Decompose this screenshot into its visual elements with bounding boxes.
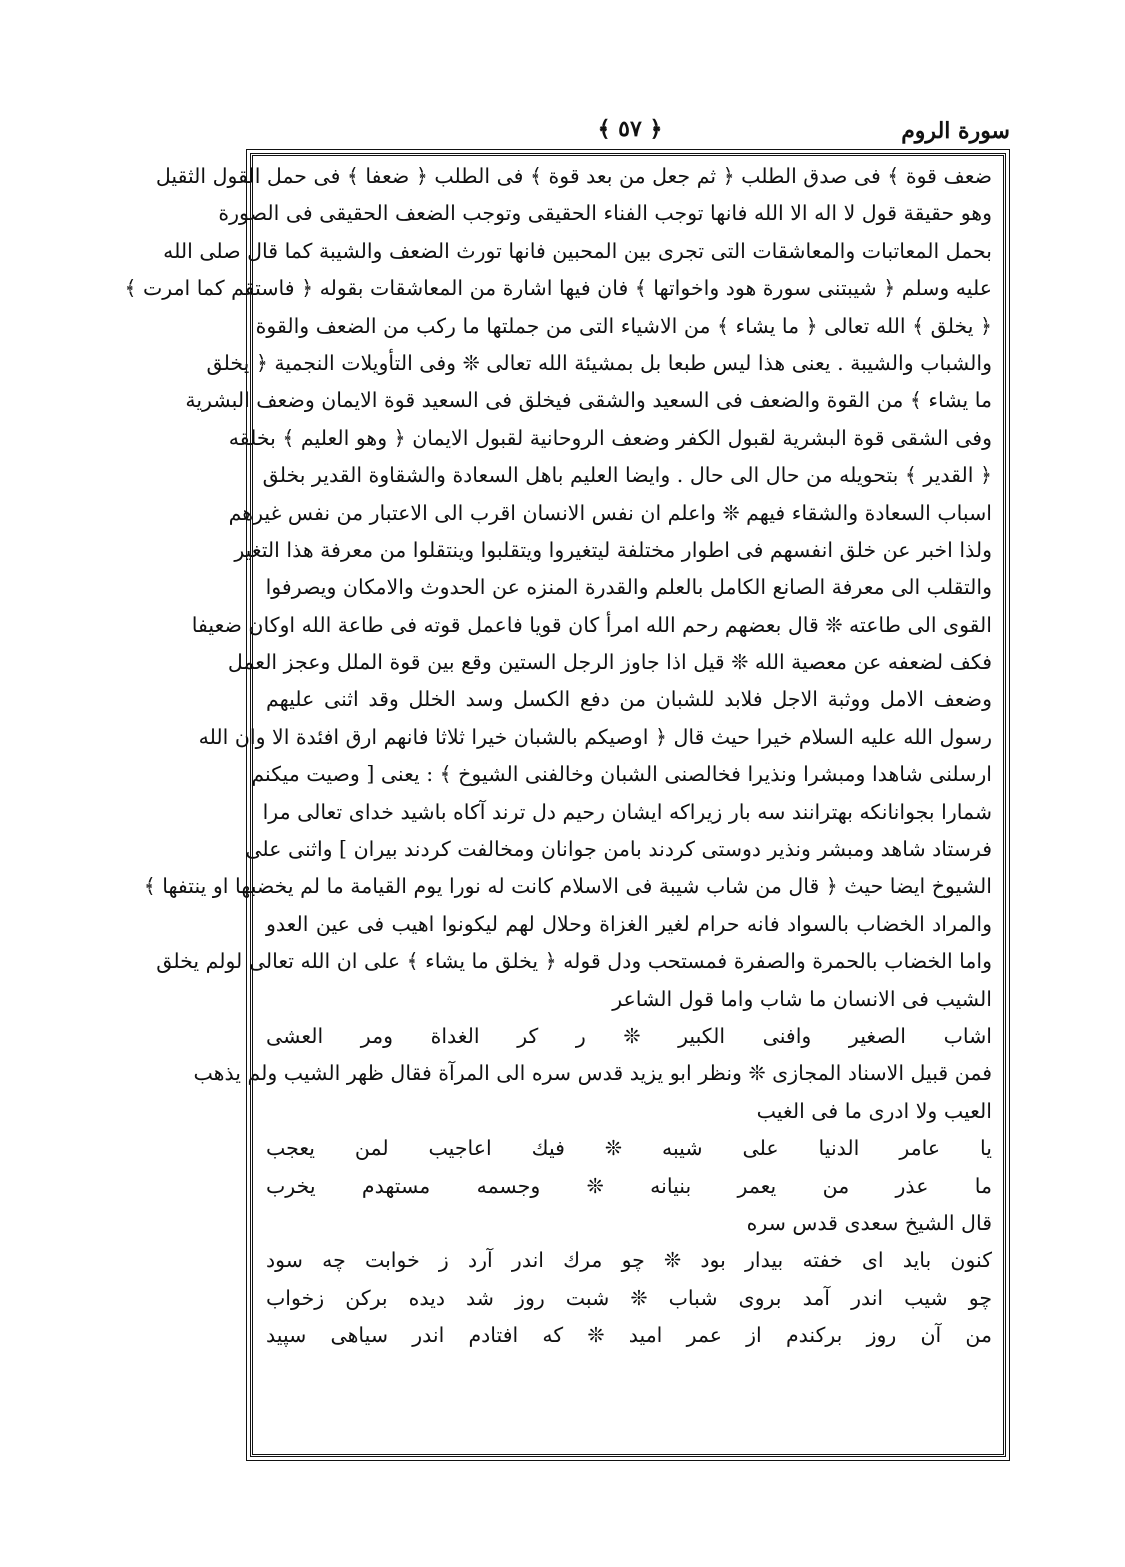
text-body (124, 158, 992, 1355)
verse-line: اشاب الصغير وافنى الكبير ❊ ر كر الغداة ومر العشى (266, 1023, 992, 1048)
text-line: ولذا اخبر عن خلق انفسهم فى اطوار مختلفة ليتغيروا ويتقلبوا وينتقلوا من معرفة هذا التغير (234, 537, 992, 562)
poem-line: چو شيب اندر آمد بروى شباب ❊ شبت روز شد ديده بركن زخواب (266, 1285, 992, 1310)
text-line: الشيب فى الانسان ما شاب واما قول الشاعر (612, 986, 992, 1011)
text-line: فرستاد شاهد ومبشر ونذير دوستى كردند بامن جوانان ومخالفت كردند بيران ] واثنى على (245, 837, 992, 862)
text-line: وفى الشقى قوة البشرية لقبول الكفر وضعف الروحانية لقبول الايمان ﴿ وهو العليم ﴾ بخلقه (228, 425, 992, 450)
poem-line: من آن روز بركندم از عمر اميد ❊ كه افتادم اندر سياهى سپيد (266, 1323, 992, 1348)
text-line: شمارا بجوانانكه بهترانند سه بار زيراكه ايشان رحيم دل ترند آكاه باشيد خداى تعالى مرا (262, 799, 992, 824)
text-line: فمن قبيل الاسناد المجازى ❊ ونظر ابو يزيد قدس سره الى المرآة فقال ظهر الشيب ولم يذهب (193, 1061, 992, 1086)
text-line: فكف لضعفه عن معصية الله ❊ قيل اذا جاوز الرجل الستين وقع بين قوة الملل وعجز العمل (227, 650, 992, 675)
text-line: والتقلب الى معرفة الصانع الكامل بالعلم والقدرة المنزه عن الحدوث والامكان ويصرفوا (265, 575, 992, 600)
text-line: والشباب والشيبة . يعنى هذا ليس طبعا بل بمشيئة الله تعالى ❊ وفى التأويلات النجمية ﴿ يخلق (206, 350, 992, 375)
text-line: ما يشاء ﴾ من القوة والضعف فى السعيد والشقى فيخلق فى السعيد قوة الايمان وضعف البشرية (185, 388, 992, 413)
text-line: واما الخضاب بالحمرة والصفرة فمستحب ودل قوله ﴿ يخلق ما يشاء ﴾ على ان الله تعالى لولم يخلق (156, 949, 992, 974)
poem-line: ما عذر من يعمر بنيانه ❊ وجسمه مستهدم يخرب (266, 1173, 992, 1198)
text-line: ارسلنى شاهدا ومبشرا ونذيرا فخالصنى الشبان وخالفنى الشيوخ ﴾ : يعنى [ وصيت ميكنم (251, 762, 992, 787)
text-line: والمراد الخضاب بالسواد فانه حرام لغير الغزاة وحلال لهم ليكونوا اهيب فى عين العدو (266, 911, 992, 936)
text-line: العيب ولا ادرى ما فى الغيب (756, 1098, 992, 1123)
page-number: ﴿ ٥٧ ﴾ (597, 116, 663, 142)
text-line: اسباب السعادة والشقاء فيهم ❊ واعلم ان نفس الانسان اقرب الى الاعتبار من نفس غيرهم (228, 500, 992, 525)
text-line: بحمل المعاتبات والمعاشقات التى تجرى بين المحبين فانها تورث الضعف والشيبة كما قال صلى الله (163, 238, 992, 263)
text-line: الشيوخ ايضا حيث ﴿ قال من شاب شيبة فى الاسلام كانت له نورا يوم القيامة ما لم يخضبها او ينتفها ﴾ (143, 874, 992, 899)
text-line: ﴿ القدير ﴾ بتحويله من حال الى حال . وايضا العليم باهل السعادة والشقاوة القدير بخلق (262, 463, 992, 488)
text-line: ﴿ يخلق ﴾ الله تعالى ﴿ ما يشاء ﴾ من الاشياء التى من جملتها ما ركب من الضعف والقوة (255, 313, 992, 338)
poem-line: يا عامر الدنيا على شيبه ❊ فيك اعاجيب لمن يعجب (266, 1136, 992, 1161)
text-line: عليه وسلم ﴿ شيبتنى سورة هود واخواتها ﴾ فان فيها اشارة من المعاشقات بقوله ﴿ فاستقم كما امرت ﴾ (124, 276, 992, 301)
text-line: وهو حقيقة قول لا اله الا الله فانها توجب الفناء الحقيقى وتوجب الضعف الحقيقى فى الصورة (218, 201, 992, 226)
text-line: رسول الله عليه السلام خيرا حيث قال ﴿ اوصيكم بالشبان خيرا ثلاثا فانهم ارق افئدة الا وان الله (198, 724, 992, 749)
text-line: ضعف قوة ﴾ فى صدق الطلب ﴿ ثم جعل من بعد قوة ﴾ فى الطلب ﴿ ضعفا ﴾ فى حمل القول الثقيل (155, 164, 992, 188)
text-line: قال الشيخ سعدى قدس سره (746, 1210, 992, 1235)
text-line: القوى الى طاعته ❊ قال بعضهم رحم الله امرأ كان قويا فاعمل قوته فى طاعة الله اوكان ضعيفا (191, 612, 992, 637)
page-header (250, 116, 1010, 150)
surah-name: سورة الروم (901, 118, 1010, 144)
text-line: وضعف الامل ووثبة الاجل فلابد للشبان من دفع الكسل وسد الخلل وقد اثنى عليهم (266, 687, 992, 712)
poem-line: كنون بايد اى خفته بيدار بود ❊ چو مرك اندر آرد ز خوابت چه سود (266, 1248, 992, 1273)
